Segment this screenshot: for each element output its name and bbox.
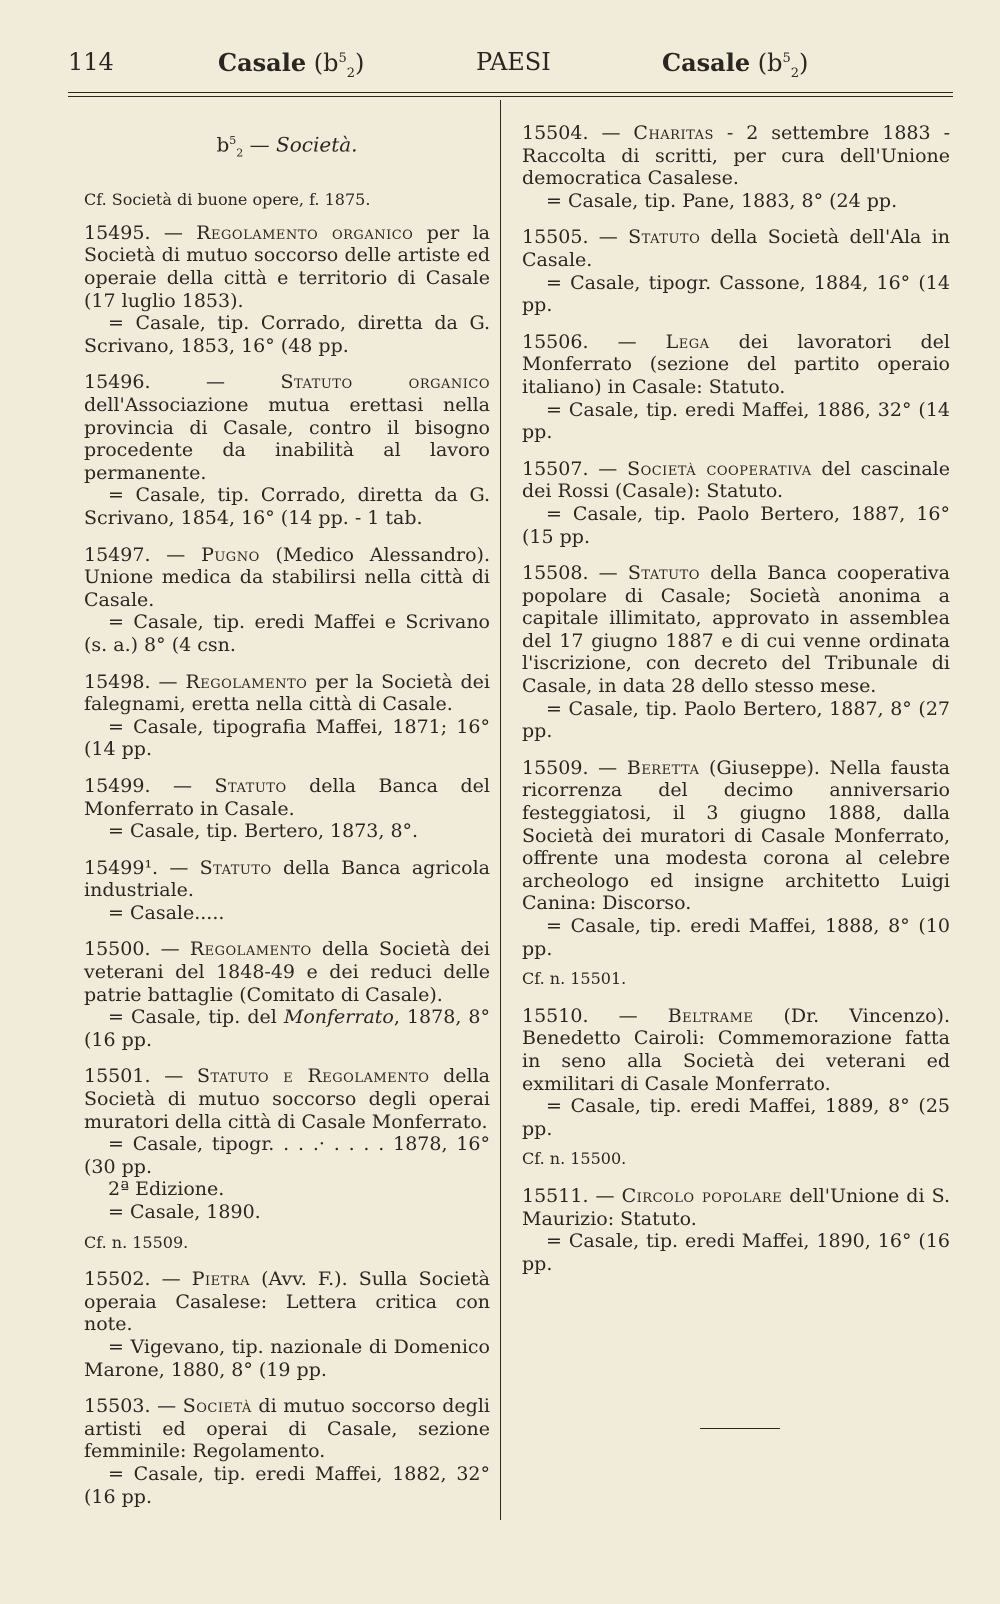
bibliography-entry xyxy=(84,671,490,761)
entry-number: 15499¹. xyxy=(84,856,159,879)
entry-heading: Lega xyxy=(665,330,710,353)
entry-number: 15499. xyxy=(84,774,151,797)
entry-imprint: = Casale, tip. eredi Maffei, 1889, 8° (25 pp. xyxy=(522,1095,950,1140)
entry-heading: Pietra xyxy=(191,1268,251,1291)
entry-title: per la Società dei falegnami, eretta nella città di Casale. xyxy=(84,670,490,716)
entry-imprint: = Casale, tip. eredi Maffei, 1890, 16° (16 pp. xyxy=(522,1230,950,1275)
entry-title: dei lavoratori del Monferrato (sezione del partito operaio italiano) in Casale: Statuto. xyxy=(522,330,950,398)
entry-number: 15498. xyxy=(84,670,151,693)
column-divider xyxy=(500,100,501,1520)
entry-title: della Banca cooperativa popolare di Casale; Società anonima a capitale illimitato, approvato in assemblea del 17 giugno 1887 e di cui venne ordinata l'iscrizione, con decreto del Tribunale di Casale, in data 28 dello stesso mese. xyxy=(522,562,950,698)
entry-number: 15510. xyxy=(522,1004,589,1027)
entry-title: per la Società di mutuo soccorso delle artiste ed operaie della città e territorio di Casale (17 luglio 1853). xyxy=(84,221,490,312)
entry-number: 15509. xyxy=(522,756,589,779)
entry-heading: Statuto xyxy=(627,562,700,585)
entry-text: 15501. — Statuto e Regolamento della Società di mutuo soccorso degli operai muratori della città di Casale Monferrato. xyxy=(84,1065,490,1133)
page-header xyxy=(60,48,955,88)
bibliography-entry xyxy=(522,1005,950,1171)
entry-heading: Circolo popolare xyxy=(621,1184,783,1207)
bibliography-entry xyxy=(84,1065,490,1254)
entry-text: 15511. — Circolo popolare dell'Unione di S. Maurizio: Statuto. xyxy=(522,1184,950,1230)
entry-title: della Banca del Monferrato in Casale. xyxy=(84,774,490,820)
header-rule xyxy=(68,92,953,97)
entry-number: 15505. xyxy=(522,226,589,249)
entry-title: della Società dei veterani del 1848-49 e dei reduci delle patrie battaglie (Comitato di Casale). xyxy=(84,938,490,1006)
entry-cross-reference: Cf. n. 15509. xyxy=(84,1232,189,1252)
entry-text: 15499. — Statuto della Banca del Monferrato in Casale. xyxy=(84,774,490,820)
bibliography-entry xyxy=(84,938,490,1051)
entry-heading: Statuto xyxy=(199,856,272,879)
entry-imprint: = Casale, tip. Bertero, 1873, 8°. xyxy=(108,820,419,843)
entry-number: 15503. xyxy=(84,1395,151,1418)
bibliography-entry xyxy=(522,331,950,444)
entry-heading: Beretta xyxy=(626,756,700,779)
entry-number: 15508. xyxy=(522,562,589,585)
imprint-part: = Casale, tip. del xyxy=(108,1006,284,1029)
header-center-title: PAESI xyxy=(476,48,551,76)
cross-reference: Cf. Società di buone opere, f. 1875. xyxy=(84,190,371,210)
entry-imprint: = Casale, tipografia Maffei, 1871; 16° (14 pp. xyxy=(84,715,490,761)
bibliography-entry xyxy=(84,544,490,657)
entry-number: 15502. xyxy=(84,1268,151,1291)
bibliography-entry xyxy=(84,371,490,529)
bibliography-entry xyxy=(84,222,490,358)
entry-text: 15496. — Statuto organico dell'Associazione mutua erettasi nella provincia di Casale, contro il bisogno procedente da inabilità al lavoro permanente. xyxy=(84,371,490,484)
entry-imprint: = Casale, tip. Corrado, diretta da G. Scrivano, 1853, 16° (48 pp. xyxy=(84,312,490,357)
entry-imprint: = Casale..... xyxy=(108,901,225,924)
entry-title: del cascinale dei Rossi (Casale): Statuto. xyxy=(522,457,950,503)
entry-text: 15507. — Società cooperativa del cascinale dei Rossi (Casale): Statuto. xyxy=(522,457,950,503)
entry-text: 15499¹. — Statuto della Banca agricola industriale. xyxy=(84,856,490,902)
entry-number: 15504. xyxy=(522,122,589,144)
entry-text: 15505. — Statuto della Società dell'Ala in Casale. xyxy=(522,226,950,271)
end-rule xyxy=(700,1428,780,1429)
bibliography-entry xyxy=(84,857,490,925)
entry-title: (Giuseppe). Nella fausta ricorrenza del decimo anniversario festeggiatosi, il 3 giugno 1888, dalla Società dei muratori di Casale Monferrato, offrente una modesta corona al celebre archeologo ed insigne architetto Luigi Canina: Discorso. xyxy=(522,756,950,915)
entry-title: dell'Unione di S. Maurizio: Statuto. xyxy=(522,1184,950,1230)
bibliography-entry xyxy=(522,1185,950,1275)
entry-title: della Società dell'Ala in Casale. xyxy=(522,226,950,271)
entry-imprint: = Casale, tip. eredi Maffei, 1886, 32° (14 pp. xyxy=(522,398,950,444)
entry-heading: Regolamento xyxy=(189,938,312,961)
imprint-italic: Monferrato xyxy=(283,1006,394,1029)
entry-number: 15497. xyxy=(84,543,151,566)
entry-text: 15509. — Beretta (Giuseppe). Nella fausta ricorrenza del decimo anniversario festeggiatosi, il 3 giugno 1888, dalla Società dei muratori di Casale Monferrato, offrente una modesta corona al celebre archeologo ed insigne architetto Luigi Canina: Discorso. xyxy=(522,756,950,915)
header-left-title: Casale $(b^5_2)$ xyxy=(218,48,365,81)
entry-title: (Medico Alessandro). Unione medica da stabilirsi nella città di Casale. xyxy=(84,543,490,611)
right-column xyxy=(522,122,950,1289)
entry-imprint: = Vigevano, tip. nazionale di Domenico Marone, 1880, 8° (19 pp. xyxy=(84,1335,490,1381)
entry-heading: Statuto e Regolamento xyxy=(196,1065,430,1088)
entry-heading: Statuto organico xyxy=(280,371,490,394)
bibliography-entry xyxy=(84,1395,490,1508)
entry-edition: 2ª Edizione. xyxy=(108,1178,225,1201)
entry-imprint: = Casale, tip. Corrado, diretta da G. Scrivano, 1854, 16° (14 pp. - 1 tab. xyxy=(84,484,490,529)
entry-imprint: = Casale, tipogr. . . .· . . . . 1878, 16° (30 pp. xyxy=(84,1133,490,1178)
entry-heading: Beltrame xyxy=(667,1004,754,1027)
bibliography-entry xyxy=(522,757,950,991)
entry-number: 15496. xyxy=(84,371,151,394)
header-right-title: Casale $(b^5_2)$ xyxy=(662,48,809,81)
entry-imprint: = Casale, tipogr. Cassone, 1884, 16° (14 pp. xyxy=(522,271,950,317)
entry-imprint: = Casale, tip. eredi Maffei, 1882, 32° (16 pp. xyxy=(84,1462,490,1508)
entry-number: 15495. xyxy=(84,221,151,244)
entry-number: 15501. xyxy=(84,1065,151,1088)
entry-text: 15498. — Regolamento per la Società dei falegnami, eretta nella città di Casale. xyxy=(84,670,490,716)
entry-number: 15500. xyxy=(84,938,151,961)
entry-imprint-2: = Casale, 1890. xyxy=(108,1201,261,1223)
imprint-part: , 1878, 8° (16 pp. xyxy=(84,1006,491,1051)
entry-imprint: = Casale, tip. Paolo Bertero, 1887, 8° (27 pp. xyxy=(522,697,950,743)
entry-number: 15511. xyxy=(522,1184,589,1207)
entry-imprint: = Casale, tip. Paolo Bertero, 1887, 16° (15 pp. xyxy=(522,502,950,548)
entry-imprint: = Casale, tip. eredi Maffei e Scrivano (s. a.) 8° (4 csn. xyxy=(84,611,490,656)
entry-number: 15506. xyxy=(522,330,589,353)
bibliography-entry xyxy=(522,562,950,743)
entry-heading: Regolamento organico xyxy=(196,221,414,244)
entry-title: (Dr. Vincenzo). Benedetto Cairoli: Commemorazione fatta in seno alla Società dei veterani ed exmilitari di Casale Monferrato. xyxy=(522,1004,950,1095)
entry-heading: Regolamento xyxy=(185,670,308,693)
left-column xyxy=(84,122,490,1522)
entry-text: 15506. — Lega dei lavoratori del Monferrato (sezione del partito operaio italiano) in Casale: Statuto. xyxy=(522,330,950,398)
bibliography-entry xyxy=(84,1268,490,1381)
page-number: 114 xyxy=(68,48,114,76)
entry-text: 15504. — Charitas - 2 settembre 1883 - Raccolta di scritti, per cura dell'Unione democratica Casalese. xyxy=(522,122,950,190)
entry-title: - 2 settembre 1883 - Raccolta di scritti, per cura dell'Unione democratica Casalese. xyxy=(522,122,950,190)
bibliography-entry xyxy=(522,458,950,548)
entry-heading: Statuto xyxy=(214,774,287,797)
entry-title: della Società di mutuo soccorso degli operai muratori della città di Casale Monferrato. xyxy=(84,1065,490,1133)
entry-text: 15508. — Statuto della Banca cooperativa popolare di Casale; Società anonima a capitale illimitato, approvato in assemblea del 17 giugno 1887 e di cui venne ordinata l'iscrizione, con decreto del Tribunale di Casale, in data 28 dello stesso mese. xyxy=(522,562,950,698)
entry-title: dell'Associazione mutua erettasi nella provincia di Casale, contro il bisogno procedente da inabilità al lavoro permanente. xyxy=(84,394,490,484)
entry-heading: Statuto xyxy=(628,226,701,249)
entry-text: 15497. — Pugno (Medico Alessandro). Unione medica da stabilirsi nella città di Casale. xyxy=(84,543,490,611)
entry-heading: Pugno xyxy=(201,543,260,566)
entry-title: di mutuo soccorso degli artisti ed operai di Casale, sezione femminile: Regolamento. xyxy=(84,1395,490,1463)
entry-imprint: = Casale, tip. Pane, 1883, 8° (24 pp. xyxy=(546,189,898,212)
entry-title: della Banca agricola industriale. xyxy=(84,856,490,902)
bibliography-entry xyxy=(522,226,950,316)
entry-text: 15495. — Regolamento organico per la Società di mutuo soccorso delle artiste ed operaie della città e territorio di Casale (17 luglio 1853). xyxy=(84,221,490,312)
entry-heading: Società cooperativa xyxy=(627,457,812,480)
entry-cross-reference: Cf. n. 15501. xyxy=(522,969,627,989)
entry-imprint xyxy=(84,1006,490,1051)
entry-heading: Charitas xyxy=(633,122,714,144)
entry-text: 15503. — Società di mutuo soccorso degli artisti ed operai di Casale, sezione femminile: Regolamento. xyxy=(84,1395,490,1463)
entry-heading: Società xyxy=(182,1395,252,1418)
entry-text: 15510. — Beltrame (Dr. Vincenzo). Benedetto Cairoli: Commemorazione fatta in seno alla Società dei veterani ed exmilitari di Casale Monferrato. xyxy=(522,1004,950,1095)
bibliography-entry xyxy=(84,775,490,843)
entry-imprint: = Casale, tip. eredi Maffei, 1888, 8° (10 pp. xyxy=(522,915,950,960)
entry-title: (Avv. F.). Sulla Società operaia Casalese: Lettera critica con note. xyxy=(84,1268,490,1336)
entry-text: 15500. — Regolamento della Società dei veterani del 1848-49 e dei reduci delle patrie battaglie (Comitato di Casale). xyxy=(84,938,490,1006)
entry-cross-reference: Cf. n. 15500. xyxy=(522,1149,627,1169)
bibliography-entry xyxy=(522,122,950,212)
entry-number: 15507. xyxy=(522,457,589,480)
section-title: $b^5_2$ — Società. xyxy=(216,132,358,160)
entry-text: 15502. — Pietra (Avv. F.). Sulla Società operaia Casalese: Lettera critica con note. xyxy=(84,1268,490,1336)
